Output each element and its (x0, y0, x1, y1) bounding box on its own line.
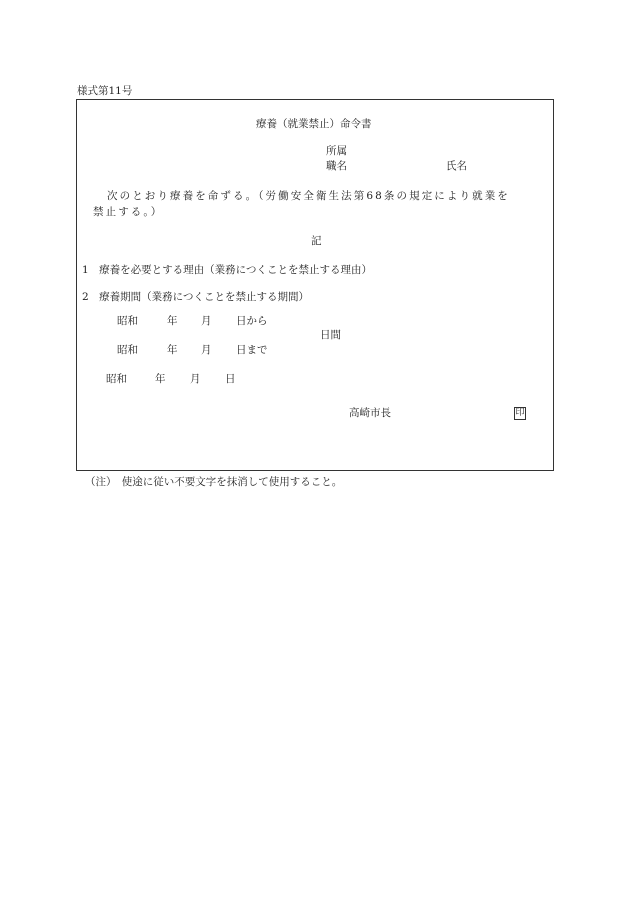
ki-heading: 記 (311, 235, 322, 247)
period-end-year: 年 (167, 344, 178, 356)
period-start-day: 日から (236, 315, 268, 327)
form-box (76, 99, 554, 471)
period-start-month: 月 (201, 315, 212, 327)
item-2-period: 2 療養期間（業務につくことを禁止する期間） (82, 291, 309, 303)
footnote: （注） 使途に従い不要文字を抹消して使用すること。 (85, 476, 343, 488)
body-text-line2: 禁止する。） (93, 206, 164, 218)
item-1-reason: 1 療養を必要とする理由（業務につくことを禁止する理由） (82, 264, 372, 276)
position-label: 職名 (326, 160, 347, 172)
affiliation-label: 所属 (326, 145, 347, 157)
period-end-month: 月 (201, 344, 212, 356)
period-days: 日間 (320, 329, 341, 341)
period-end-era: 昭和 (117, 344, 138, 356)
period-start-year: 年 (167, 315, 178, 327)
issue-date-era: 昭和 (106, 373, 127, 385)
issue-date-month: 月 (190, 373, 201, 385)
issuer-name: 高崎市長 (349, 407, 391, 419)
form-number: 様式第11号 (77, 85, 133, 97)
issue-date-day: 日 (225, 373, 236, 385)
period-start-era: 昭和 (117, 315, 138, 327)
body-text-line1: 次のとおり療養を命ずる。（労働安全衛生法第68条の規定により就業を (107, 190, 510, 202)
period-end-day: 日まで (236, 344, 268, 356)
seal-mark: 印 (515, 408, 525, 418)
document-title: 療養（就業禁止）命令書 (256, 118, 372, 130)
name-label: 氏名 (446, 160, 467, 172)
issue-date-year: 年 (155, 373, 166, 385)
